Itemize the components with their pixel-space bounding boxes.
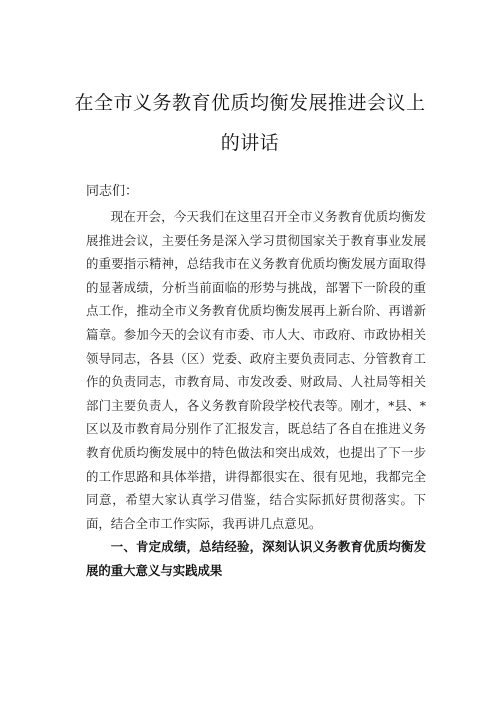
body-paragraph: 现在开会，今天我们在这里召开全市义务教育优质均衡发展推进会议，主要任务是深入学习贯彻国家关于教育事业发展的重要指示精神，总结我市在义务教育优质均衡发展方面取得的显著成绩，分析当前面临的形势与挑战，部署下一阶段的重点工作，推动全市义务教育优质均衡发展再上新台阶、再谱新篇章。参加今天的会议有市委、市人大、市政府、市政协相关领导同志，各县（区）党委、政府主要负责同志、分管教育工作的负责同志，市教育局、市发改委、财政局、人社局等相关部门主要负责人，各义务教育阶段学校代表等。刚才，*县、*区以及市教育局分别作了汇报发言，既总结了各自在推进义务教育优质均衡发展中的特色做法和突出成效，也提出了下一步的工作思路和具体举措，讲得都很实在、很有见地，我都完全同意，希望大家认真学习借鉴，结合实际抓好贯彻落实。下面，结合全市工作实际，我再讲几点意见。 [86, 209, 426, 531]
document-title-line-2: 的讲话 [220, 132, 280, 154]
document-title-line-1: 在全市义务教育优质均衡发展推进会议上 [74, 92, 426, 114]
greeting: 同志们： [86, 184, 139, 199]
section-heading-1: 一、肯定成绩，总结经验，深刻认识义务教育优质均衡发展的重大意义与实践成果 [86, 539, 426, 578]
